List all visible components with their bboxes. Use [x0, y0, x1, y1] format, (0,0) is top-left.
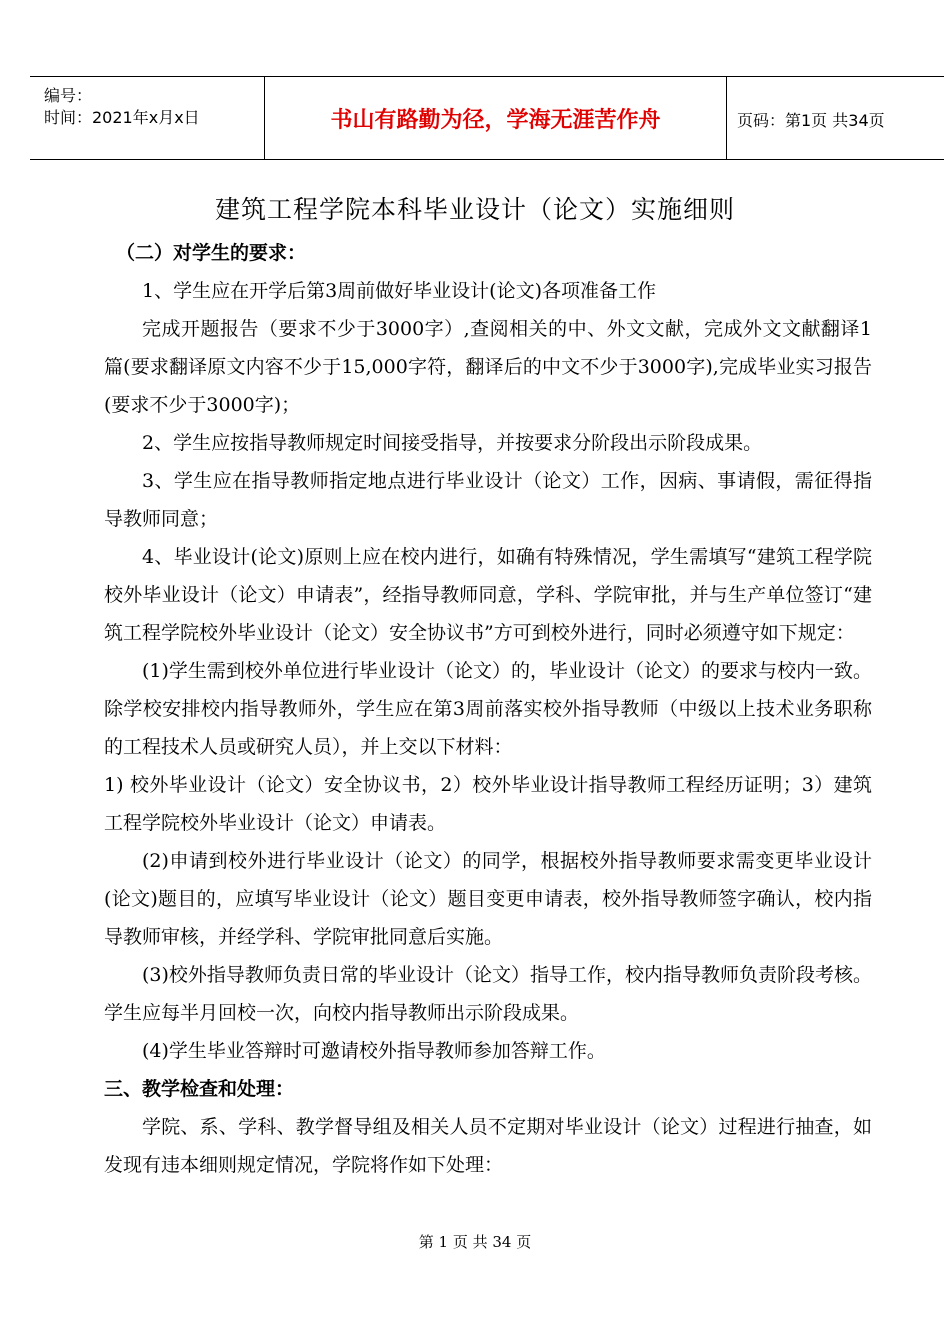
paragraph: 4、毕业设计(论文)原则上应在校内进行，如确有特殊情况，学生需填写“建筑工程学院校外毕业设计（论文）申请表”，经指导教师同意，学科、学院审批，并与生产单位签订“建筑工程学院校外毕业设计（论文）安全协议书”方可到校外进行，同时必须遵守如下规定：: [104, 546, 872, 644]
page-header: [30, 76, 944, 160]
section-heading: （二）对学生的要求：: [116, 242, 307, 264]
paragraph: 3、学生应在指导教师指定地点进行毕业设计（论文）工作，因病、事请假，需征得指导教师同意；: [104, 470, 872, 530]
paragraph: 学院、系、学科、教学督导组及相关人员不定期对毕业设计（论文）过程进行抽查，如发现有违本细则规定情况，学院将作如下处理：: [104, 1116, 872, 1176]
paragraph: (1)学生需到校外单位进行毕业设计（论文）的，毕业设计（论文）的要求与校内一致。除学校安排校内指导教师外，学生应在第3周前落实校外指导教师（中级以上技术业务职称的工程技术人员或研究人员），并上交以下材料：: [104, 660, 872, 758]
paragraph: 1、学生应在开学后第3周前做好毕业设计(论文)各项准备工作: [142, 280, 657, 302]
paragraph: 完成开题报告（要求不少于3000字）,查阅相关的中、外文文献，完成外文文献翻译1篇(要求翻译原文内容不少于15,000字符，翻译后的中文不少于3000字),完成毕业实习报告(要求不少于3000字)；: [104, 318, 872, 416]
paragraph: (3)校外指导教师负责日常的毕业设计（论文）指导工作，校内指导教师负责阶段考核。学生应每半月回校一次，向校内指导教师出示阶段成果。: [104, 964, 872, 1024]
document-time-label: 时间：2021年x月x日: [44, 108, 200, 127]
paragraph: (2)申请到校外进行毕业设计（论文）的同学，根据校外指导教师要求需变更毕业设计(论文)题目的，应填写毕业设计（论文）题目变更申请表，校外指导教师签字确认，校内指导教师审核，并经学科、学院审批同意后实施。: [104, 850, 872, 948]
header-page-cell: [727, 77, 944, 159]
paragraph: 2、学生应按指导教师规定时间接受指导，并按要求分阶段出示阶段成果。: [142, 432, 763, 454]
document-id-label: 编号：: [44, 86, 93, 105]
document-body: [104, 234, 872, 1184]
header-motto-cell: [265, 77, 727, 159]
header-motto: 书山有路勤为径，学海无涯苦作舟: [330, 108, 661, 133]
header-info-cell: [30, 77, 265, 159]
header-page-number: 页码：第1页 共34页: [737, 111, 885, 130]
page-footer: 第 1 页 共 34 页: [418, 1233, 532, 1251]
paragraph: 1) 校外毕业设计（论文）安全协议书，2）校外毕业设计指导教师工程经历证明；3）建筑工程学院校外毕业设计（论文）申请表。: [104, 774, 872, 834]
paragraph: (4)学生毕业答辩时可邀请校外指导教师参加答辩工作。: [142, 1040, 606, 1062]
document-title: 建筑工程学院本科毕业设计（论文）实施细则: [214, 195, 735, 224]
section-heading: 三、教学检查和处理：: [104, 1078, 295, 1100]
